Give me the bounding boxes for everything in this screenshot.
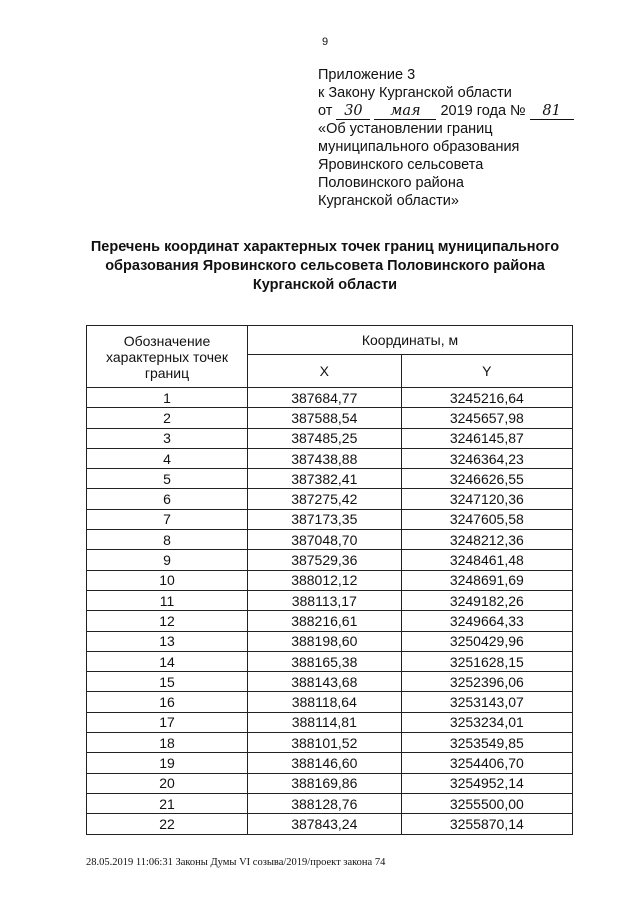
x-cell: 388165,38 [248, 651, 402, 671]
header-y: Y [401, 355, 572, 388]
table-row [87, 448, 573, 468]
footer-stamp: 28.05.2019 11:06:31 Законы Думы VI созыва/2019/проект закона 74 [86, 857, 386, 868]
x-cell: 387382,41 [248, 469, 402, 489]
x-cell: 388198,60 [248, 631, 402, 651]
point-number-cell: 19 [87, 753, 248, 773]
y-cell: 3255870,14 [401, 814, 572, 834]
table-row [87, 814, 573, 834]
y-cell: 3251628,15 [401, 651, 572, 671]
x-cell: 388169,86 [248, 773, 402, 793]
x-cell: 387173,35 [248, 509, 402, 529]
point-number-cell: 8 [87, 530, 248, 550]
point-number-cell: 10 [87, 570, 248, 590]
appendix-from: от [318, 103, 333, 119]
x-cell: 388101,52 [248, 733, 402, 753]
x-cell: 387684,77 [248, 388, 402, 408]
x-cell: 388146,60 [248, 753, 402, 773]
y-cell: 3248212,36 [401, 530, 572, 550]
point-number-cell: 5 [87, 469, 248, 489]
y-cell: 3246626,55 [401, 469, 572, 489]
table-row [87, 570, 573, 590]
point-number-cell: 4 [87, 448, 248, 468]
x-cell: 387843,24 [248, 814, 402, 834]
y-cell: 3247605,58 [401, 509, 572, 529]
y-cell: 3248691,69 [401, 570, 572, 590]
x-cell: 387529,36 [248, 550, 402, 570]
header-point: Обозначение характерных точек границ [87, 326, 248, 388]
table-row [87, 509, 573, 529]
y-cell: 3252396,06 [401, 672, 572, 692]
y-cell: 3253234,01 [401, 712, 572, 732]
y-cell: 3250429,96 [401, 631, 572, 651]
point-number-cell: 3 [87, 428, 248, 448]
appendix-line1: Приложение 3 [318, 67, 416, 83]
x-cell: 387485,25 [248, 428, 402, 448]
table-row [87, 733, 573, 753]
table-row [87, 489, 573, 509]
table-row [87, 753, 573, 773]
y-cell: 3245657,98 [401, 408, 572, 428]
appendix-line6: Яровинского сельсовета [318, 157, 484, 173]
y-cell: 3246364,23 [401, 448, 572, 468]
table-row [87, 550, 573, 570]
table-row [87, 469, 573, 489]
point-number-cell: 20 [87, 773, 248, 793]
y-cell: 3248461,48 [401, 550, 572, 570]
y-cell: 3246145,87 [401, 428, 572, 448]
handwritten-law-number: 81 [530, 103, 574, 120]
table-row [87, 773, 573, 793]
y-cell: 3255500,00 [401, 793, 572, 813]
x-cell: 388118,64 [248, 692, 402, 712]
x-cell: 388216,61 [248, 611, 402, 631]
table-row [87, 712, 573, 732]
y-cell: 3249182,26 [401, 590, 572, 610]
x-cell: 388113,17 [248, 590, 402, 610]
table-row [87, 793, 573, 813]
point-number-cell: 9 [87, 550, 248, 570]
x-cell: 388012,12 [248, 570, 402, 590]
table-row [87, 408, 573, 428]
point-number-cell: 22 [87, 814, 248, 834]
x-cell: 388128,76 [248, 793, 402, 813]
appendix-line2: к Закону Курганской области [318, 85, 512, 101]
y-cell: 3245216,64 [401, 388, 572, 408]
table-row [87, 692, 573, 712]
table-row [87, 611, 573, 631]
y-cell: 3253549,85 [401, 733, 572, 753]
table-row [87, 651, 573, 671]
appendix-line4: «Об установлении границ [318, 121, 493, 137]
page-number: 9 [322, 36, 329, 48]
table-row [87, 530, 573, 550]
table-row [87, 672, 573, 692]
point-number-cell: 16 [87, 692, 248, 712]
table-row [87, 388, 573, 408]
point-number-cell: 14 [87, 651, 248, 671]
coordinates-table [86, 325, 573, 835]
header-x: X [248, 355, 402, 388]
appendix-header [318, 66, 618, 210]
y-cell: 3253143,07 [401, 692, 572, 712]
table-row [87, 428, 573, 448]
point-number-cell: 15 [87, 672, 248, 692]
table-row [87, 631, 573, 651]
x-cell: 387275,42 [248, 489, 402, 509]
y-cell: 3247120,36 [401, 489, 572, 509]
point-number-cell: 13 [87, 631, 248, 651]
x-cell: 387438,88 [248, 448, 402, 468]
x-cell: 388114,81 [248, 712, 402, 732]
point-number-cell: 21 [87, 793, 248, 813]
y-cell: 3249664,33 [401, 611, 572, 631]
handwritten-month: мая [374, 103, 436, 120]
x-cell: 388143,68 [248, 672, 402, 692]
header-coordinates: Координаты, м [248, 326, 573, 355]
point-number-cell: 6 [87, 489, 248, 509]
document-title: Перечень координат характерных точек границ муниципального образования Яровинского сельсовета Половинского района Курганской области [90, 239, 560, 293]
appendix-line8: Курганской области» [318, 193, 459, 209]
x-cell: 387588,54 [248, 408, 402, 428]
point-number-cell: 12 [87, 611, 248, 631]
appendix-line7: Половинского района [318, 175, 464, 191]
x-cell: 387048,70 [248, 530, 402, 550]
appendix-date-line [318, 102, 618, 120]
appendix-line5: муниципального образования [318, 139, 520, 155]
point-number-cell: 1 [87, 388, 248, 408]
point-number-cell: 7 [87, 509, 248, 529]
y-cell: 3254406,70 [401, 753, 572, 773]
y-cell: 3254952,14 [401, 773, 572, 793]
point-number-cell: 17 [87, 712, 248, 732]
table-row [87, 590, 573, 610]
appendix-year: 2019 года № [440, 103, 526, 119]
point-number-cell: 11 [87, 590, 248, 610]
point-number-cell: 18 [87, 733, 248, 753]
point-number-cell: 2 [87, 408, 248, 428]
handwritten-day: 30 [336, 103, 370, 120]
